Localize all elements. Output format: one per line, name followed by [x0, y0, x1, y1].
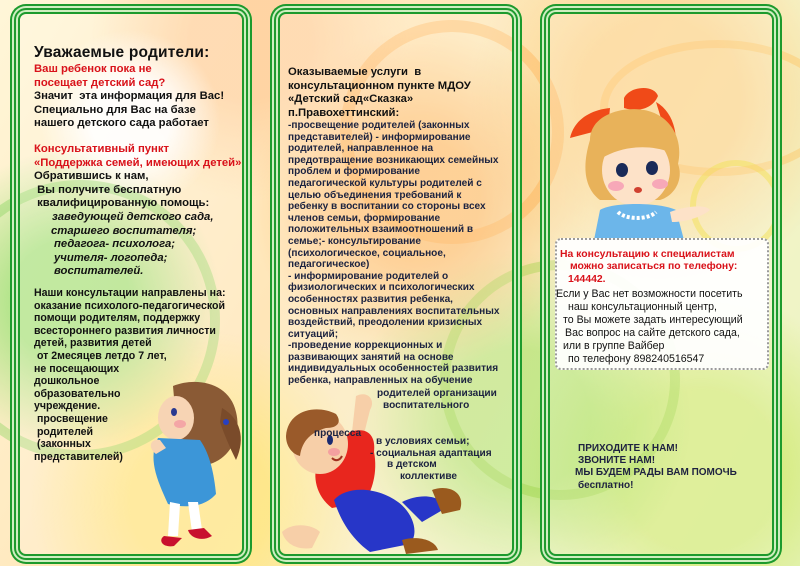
- aim-line: образовательно: [34, 387, 121, 400]
- service-line: членов семьи, формирование: [288, 212, 441, 224]
- aim-line: (законных: [34, 438, 91, 451]
- service-line: ребенка, направленных на обучение: [288, 375, 473, 387]
- closing-line: ПРИХОДИТЕ К НАМ!: [578, 443, 678, 454]
- note-line: Если у Вас нет возможности посетить: [556, 288, 743, 300]
- viber-phone: по телефону 898240516547: [568, 353, 705, 365]
- tail-line: в условиях семьи;: [376, 436, 470, 447]
- service-line: - информирование родителей о: [288, 270, 449, 282]
- service-line: целью объединения требований к: [288, 189, 462, 201]
- services-tail-2: [370, 436, 492, 482]
- service-line: (психологическое, социальное,: [288, 247, 446, 259]
- specialist-item: воспитателей.: [54, 265, 144, 278]
- specialist-item: заведующей детского сада,: [52, 211, 214, 223]
- specialists-list: [52, 211, 213, 279]
- process-word: процесса: [314, 428, 362, 439]
- service-line: индивидуальных особенностей развития: [288, 363, 499, 375]
- tail-line: - социальная адаптация: [370, 447, 492, 459]
- aim-line: Наши консультации направлены на:: [34, 287, 226, 299]
- left-title: Уважаемые родители:: [34, 44, 210, 61]
- service-line: основных направлениях воспитательных: [288, 305, 500, 317]
- aim-line: от 2месяцев летдо 7 лет,: [34, 349, 167, 362]
- note-red-line: можно записаться по телефону:: [570, 261, 738, 273]
- intro-red-line: Ваш ребенок пока не: [34, 63, 152, 75]
- service-line: ситуаций;: [288, 328, 339, 340]
- services-list: [288, 120, 500, 387]
- tail-line: родителей организации: [377, 388, 497, 399]
- tail-line: коллективе: [400, 470, 458, 482]
- intro-line: Специально для Вас на базе: [34, 103, 196, 116]
- service-line: педагогической культуры родителей с: [288, 177, 482, 189]
- aim-line: родителей: [34, 425, 94, 438]
- aim-line: дошкольное: [34, 375, 100, 388]
- note-red-line: На консультацию к специалистам: [560, 249, 735, 260]
- left-intro: [34, 63, 224, 131]
- help-line: квалифицированную помощь:: [34, 197, 210, 210]
- closing-line: ЗВОНИТЕ НАМ!: [578, 455, 656, 467]
- service-line: -просвещение родителей (законных: [288, 120, 470, 131]
- aim-line: не посещающих: [34, 362, 120, 375]
- service-line: развивающих занятий на основе: [288, 351, 454, 363]
- service-line: воздействий, преодолении кризисных: [288, 317, 483, 329]
- intro-line: нашего детского сада работает: [34, 117, 209, 130]
- heading-line: консультационном пункте МДОУ: [288, 79, 471, 92]
- tail-line: воспитательного: [383, 399, 470, 411]
- specialist-item: педагога- психолога;: [54, 238, 175, 251]
- phone-number: 144442.: [568, 273, 606, 285]
- note-line: то Вы можете задать интересующий: [563, 314, 743, 326]
- help-line: Обратившись к нам,: [34, 170, 149, 183]
- note-line: или в группе Вайбер: [563, 340, 665, 352]
- service-line: проблем и формирование: [288, 166, 420, 178]
- note-line: Вас вопрос на сайте детского сада,: [565, 327, 740, 339]
- online-contact-info: [556, 288, 743, 366]
- heading-line: «Детский сад«Сказка»: [288, 93, 414, 106]
- intro-line: Значит эта информация для Вас!: [34, 90, 225, 103]
- service-line: -проведение коррекционных и: [288, 340, 443, 352]
- heading-line: Оказываемые услуги в: [288, 66, 422, 78]
- center-line: «Поддержка семей, имеющих детей»: [34, 156, 242, 169]
- heading-line: п.Правохеттинский:: [288, 106, 400, 119]
- service-line: предотвращение возникающих семейных: [288, 154, 499, 166]
- closing-line: бесплатно!: [578, 479, 634, 491]
- service-line: педагогическое): [288, 259, 370, 271]
- center-line: Консультативный пункт: [34, 143, 170, 155]
- service-line: представителей) - информирование: [288, 131, 471, 143]
- girl-in-blue-dress-illustration: [118, 378, 248, 556]
- aim-line: помощи родителям, поддержку: [34, 312, 201, 325]
- service-line: ребенку в воспитании со стороны всех: [288, 201, 486, 213]
- specialist-item: старшего воспитателя;: [51, 224, 197, 237]
- service-line: физиологических и психологических: [288, 282, 475, 294]
- aim-line: представителей): [34, 450, 123, 463]
- closing-line: МЫ БУДЕМ РАДЫ ВАМ ПОМОЧЬ: [575, 467, 737, 479]
- closing-message: [575, 443, 737, 492]
- service-line: семье;- консультирование: [288, 235, 421, 247]
- aim-line: детей, развития детей: [34, 337, 152, 350]
- services-heading: [288, 66, 471, 120]
- consult-center-name: [34, 143, 241, 211]
- service-line: особенностях развития ребенка,: [288, 293, 453, 305]
- aim-line: просвещение: [34, 412, 108, 425]
- note-line: наш консультационный центр,: [568, 301, 717, 313]
- tail-line: в детском: [387, 459, 437, 471]
- specialist-item: учителя- логопеда;: [54, 251, 168, 264]
- service-line: родителей, направленное на: [288, 143, 434, 155]
- aim-line: всестороннего развития личности: [34, 324, 216, 337]
- help-line: Вы получите бесплатную: [34, 183, 182, 196]
- aim-line: оказание психолого-педагогической: [34, 299, 226, 312]
- appointment-info: [560, 249, 737, 286]
- intro-red-line: посещает детский сад?: [34, 76, 166, 89]
- girl-with-red-bow-illustration: [560, 80, 740, 240]
- aim-line: учреждение.: [34, 400, 101, 413]
- service-line: положительных взаимоотношений в: [288, 224, 474, 236]
